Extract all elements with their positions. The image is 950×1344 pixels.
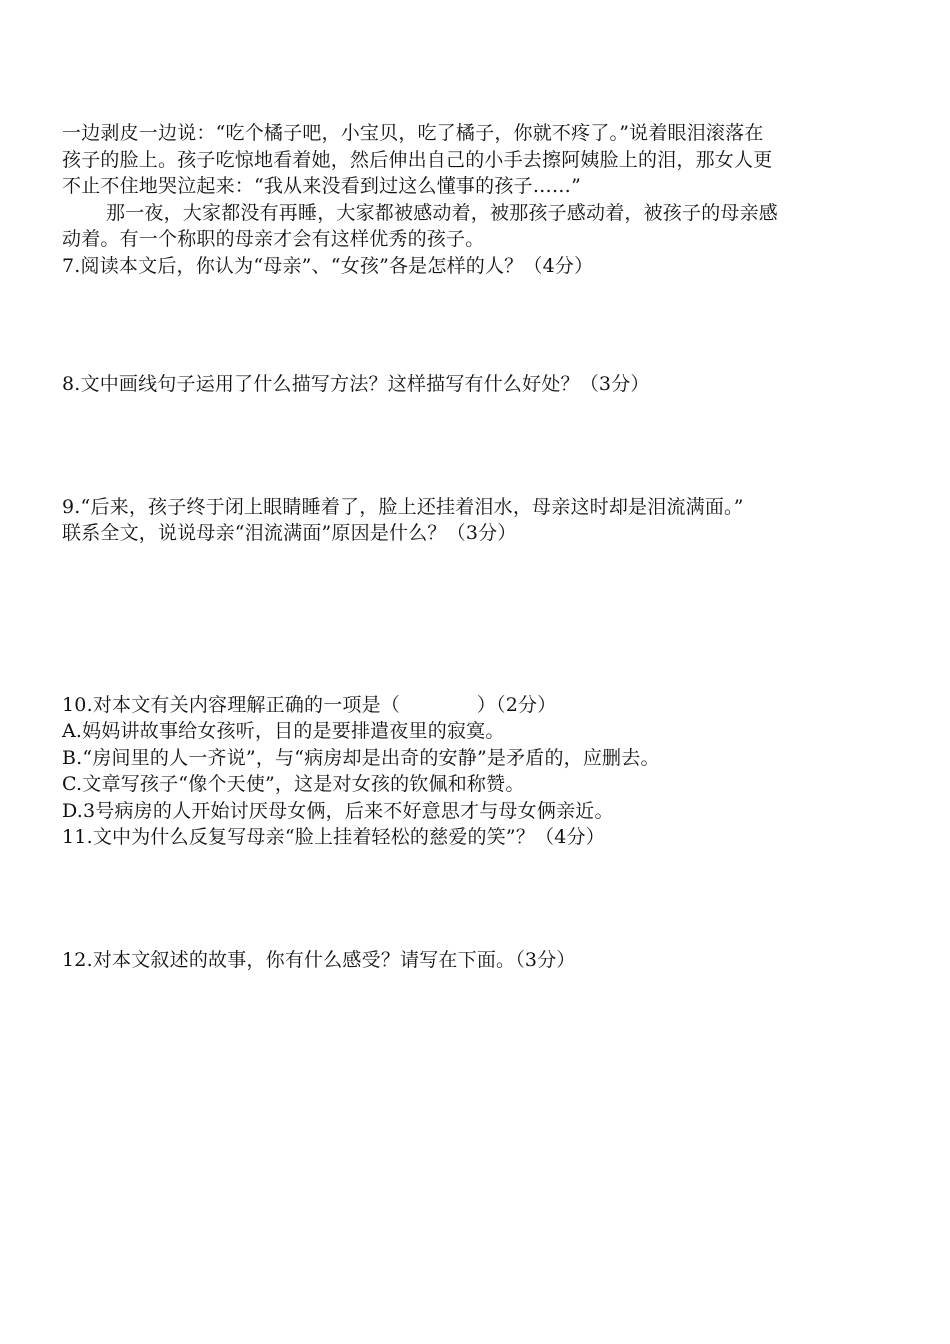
answer-space-11[interactable] [62,851,882,947]
answer-space-8[interactable] [62,398,882,494]
question-10-option-c: C.文章写孩子“像个天使”，这是对女孩的钦佩和称赞。 [62,773,525,795]
passage-line: 孩子的脸上。孩子吃惊地看着她，然后伸出自己的小手去擦阿姨脸上的泪，那女人更 [62,148,773,171]
question-10-option-d: D.3号病房的人开始讨厌母女俩，后来不好意思才与母女俩亲近。 [62,799,614,822]
passage [62,120,882,253]
passage-line: 一边剥皮一边说：“吃个橘子吧，小宝贝，吃了橘子，你就不疼了。”说着眼泪滚落在 [62,122,764,144]
question-11: 11.文中为什么反复写母亲“脸上挂着轻松的慈爱的笑”？（4分） [62,826,605,848]
passage-line: 那一夜，大家都没有再睡，大家都被感动着，被那孩子感动着，被孩子的母亲感 [106,201,779,224]
answer-space-7[interactable] [62,279,882,371]
question-7: 7.阅读本文后，你认为“母亲”、“女孩”各是怎样的人？（4分） [62,254,594,277]
passage-line: 不止不住地哭泣起来：“我从来没看到过这么懂事的孩子……” [62,175,582,197]
answer-space-12[interactable] [62,973,882,1073]
question-9-line-2: 联系全文，说说母亲“泪流满面”原因是什么？（3分） [62,522,517,544]
question-10-option-b: B.“房间里的人一齐说”，与“病房却是出奇的安静”是矛盾的，应删去。 [62,746,660,769]
question-12: 12.对本文叙述的故事，你有什么感受？请写在下面。（3分） [62,948,576,971]
answer-space-9[interactable] [62,547,882,692]
question-10: 10.对本文有关内容理解正确的一项是（ ）（2分） [62,693,557,716]
passage-line: 动着。有一个称职的母亲才会有这样优秀的孩子。 [62,228,485,250]
exam-page [62,120,882,1073]
question-8: 8.文中画线句子运用了什么描写方法？这样描写有什么好处？（3分） [62,373,650,395]
question-10-option-a: A.妈妈讲故事给女孩听，目的是要排遣夜里的寂寞。 [62,720,505,742]
question-9-line-1: 9.“后来，孩子终于闭上眼睛睡着了，脸上还挂着泪水，母亲这时却是泪流满面。” [62,495,744,518]
